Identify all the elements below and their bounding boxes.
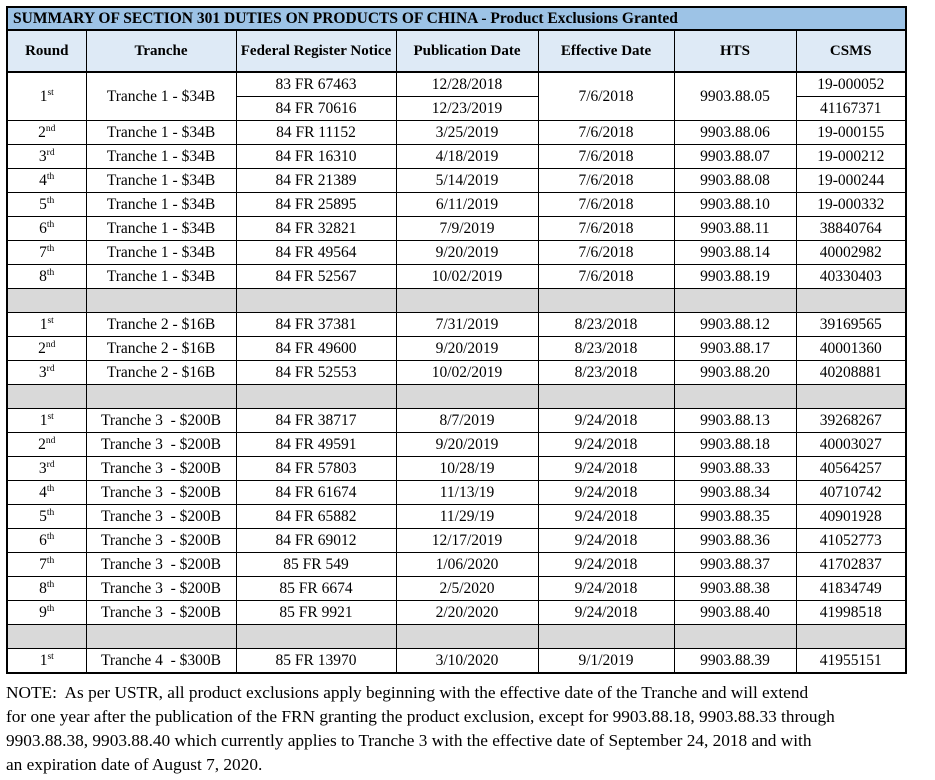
- cell-round: [7, 72, 86, 121]
- cell-effective-date: 9/24/2018: [538, 601, 674, 625]
- cell-tranche: Tranche 3 - $200B: [86, 577, 236, 601]
- cell-round: [7, 409, 86, 433]
- table-row: [7, 553, 906, 577]
- round-ordinal-suffix: st: [47, 651, 54, 662]
- cell-hts: 9903.88.34: [674, 481, 796, 505]
- cell-publication-date: 8/7/2019: [396, 409, 538, 433]
- cell-effective-date: 7/6/2018: [538, 169, 674, 193]
- spacer-row: [7, 625, 906, 649]
- cell-federal-register-notice: 84 FR 16310: [236, 145, 396, 169]
- round-ordinal-suffix: nd: [45, 123, 56, 134]
- note-line: an expiration date of August 7, 2020.: [6, 755, 263, 774]
- cell-effective-date: 9/24/2018: [538, 577, 674, 601]
- cell-csms: 41052773: [796, 529, 906, 553]
- table-row: [7, 265, 906, 289]
- round-number: 2: [38, 436, 46, 453]
- cell-federal-register-notice: 84 FR 61674: [236, 481, 396, 505]
- cell-federal-register-notice: 84 FR 52553: [236, 361, 396, 385]
- cell-publication-date: 3/10/2020: [396, 649, 538, 674]
- table-row: [7, 481, 906, 505]
- round-ordinal-suffix: rd: [46, 459, 55, 470]
- round-number: 2: [38, 340, 46, 357]
- cell-csms: 40710742: [796, 481, 906, 505]
- cell-round: [7, 265, 86, 289]
- cell-effective-date: 9/1/2019: [538, 649, 674, 674]
- spacer-row: [7, 385, 906, 409]
- cell-tranche: Tranche 3 - $200B: [86, 409, 236, 433]
- cell-hts: 9903.88.07: [674, 145, 796, 169]
- cell-tranche: Tranche 2 - $16B: [86, 337, 236, 361]
- cell-federal-register-notice: 84 FR 32821: [236, 217, 396, 241]
- round-ordinal-suffix: th: [46, 603, 55, 614]
- cell-csms: 40208881: [796, 361, 906, 385]
- cell-csms: 41955151: [796, 649, 906, 674]
- table-row: [7, 361, 906, 385]
- column-header-pub: Publication Date: [396, 30, 538, 72]
- cell-federal-register-notice: 84 FR 49600: [236, 337, 396, 361]
- cell-publication-date: 6/11/2019: [396, 193, 538, 217]
- round-number: 6: [39, 532, 47, 549]
- cell-hts: 9903.88.12: [674, 313, 796, 337]
- spacer-cell-frn: [236, 625, 396, 649]
- cell-publication-date: 4/18/2019: [396, 145, 538, 169]
- cell-round: [7, 649, 86, 674]
- cell-effective-date: 7/6/2018: [538, 241, 674, 265]
- column-header-csms: CSMS: [796, 30, 906, 72]
- cell-tranche: Tranche 1 - $34B: [86, 169, 236, 193]
- cell-federal-register-notice: 84 FR 21389: [236, 169, 396, 193]
- cell-publication-date: 2/5/2020: [396, 577, 538, 601]
- spacer-cell-eff: [538, 625, 674, 649]
- cell-hts: 9903.88.10: [674, 193, 796, 217]
- spacer-cell-pub: [396, 625, 538, 649]
- cell-tranche: Tranche 1 - $34B: [86, 241, 236, 265]
- round-ordinal-suffix: th: [46, 171, 55, 182]
- cell-federal-register-notice: 85 FR 13970: [236, 649, 396, 674]
- cell-csms: 40564257: [796, 457, 906, 481]
- cell-hts: 9903.88.05: [674, 72, 796, 121]
- spacer-cell-frn: [236, 385, 396, 409]
- cell-round: [7, 169, 86, 193]
- table-row: [7, 313, 906, 337]
- round-ordinal-suffix: th: [46, 219, 55, 230]
- cell-tranche: Tranche 3 - $200B: [86, 481, 236, 505]
- table-row: [7, 241, 906, 265]
- cell-effective-date: 8/23/2018: [538, 337, 674, 361]
- spacer-cell-csms: [796, 289, 906, 313]
- cell-csms: 40002982: [796, 241, 906, 265]
- table-row: [7, 145, 906, 169]
- cell-tranche: Tranche 1 - $34B: [86, 193, 236, 217]
- cell-csms: 41167371: [796, 97, 906, 121]
- round-number: 6: [39, 220, 47, 237]
- cell-effective-date: 7/6/2018: [538, 193, 674, 217]
- cell-effective-date: 7/6/2018: [538, 121, 674, 145]
- round-number: 7: [39, 244, 47, 261]
- cell-publication-date: 10/02/2019: [396, 265, 538, 289]
- table-row: [7, 649, 906, 674]
- cell-tranche: Tranche 1 - $34B: [86, 265, 236, 289]
- cell-csms: 38840764: [796, 217, 906, 241]
- round-ordinal-suffix: st: [47, 315, 54, 326]
- table-row: [7, 601, 906, 625]
- cell-publication-date: 7/9/2019: [396, 217, 538, 241]
- spacer-cell-frn: [236, 289, 396, 313]
- cell-publication-date: 12/28/2018: [396, 72, 538, 97]
- cell-tranche: Tranche 3 - $200B: [86, 505, 236, 529]
- round-number: 8: [39, 268, 47, 285]
- cell-round: [7, 313, 86, 337]
- cell-effective-date: 7/6/2018: [538, 72, 674, 121]
- cell-hts: 9903.88.36: [674, 529, 796, 553]
- cell-csms: 19-000212: [796, 145, 906, 169]
- cell-csms: 41834749: [796, 577, 906, 601]
- cell-round: [7, 433, 86, 457]
- cell-federal-register-notice: 85 FR 9921: [236, 601, 396, 625]
- cell-round: [7, 601, 86, 625]
- cell-federal-register-notice: 85 FR 549: [236, 553, 396, 577]
- cell-hts: 9903.88.18: [674, 433, 796, 457]
- spacer-cell-eff: [538, 385, 674, 409]
- cell-csms: 40901928: [796, 505, 906, 529]
- section-301-summary-table: [6, 6, 907, 674]
- cell-effective-date: 7/6/2018: [538, 145, 674, 169]
- spacer-cell-hts: [674, 289, 796, 313]
- cell-tranche: Tranche 3 - $200B: [86, 457, 236, 481]
- round-ordinal-suffix: th: [46, 507, 55, 518]
- cell-effective-date: 9/24/2018: [538, 457, 674, 481]
- round-number: 1: [39, 88, 48, 105]
- spacer-cell-round: [7, 289, 86, 313]
- spacer-cell-hts: [674, 625, 796, 649]
- note-line: 9903.88.38, 9903.88.40 which currently applies to Tranche 3 with the effective date of September 24, 2018 and with: [6, 731, 812, 750]
- round-ordinal-suffix: th: [46, 531, 55, 542]
- cell-tranche: Tranche 4 - $300B: [86, 649, 236, 674]
- spacer-cell-round: [7, 385, 86, 409]
- table-row: [7, 337, 906, 361]
- round-ordinal-suffix: th: [46, 267, 55, 278]
- table-row: [7, 457, 906, 481]
- cell-effective-date: 9/24/2018: [538, 529, 674, 553]
- round-number: 8: [39, 580, 47, 597]
- cell-effective-date: 9/24/2018: [538, 433, 674, 457]
- cell-csms: 40001360: [796, 337, 906, 361]
- cell-federal-register-notice: 84 FR 11152: [236, 121, 396, 145]
- cell-tranche: Tranche 3 - $200B: [86, 433, 236, 457]
- round-number: 1: [39, 652, 48, 669]
- spacer-cell-tranche: [86, 625, 236, 649]
- note-line: for one year after the publication of the FRN granting the product exclusion, except for 9903.88.18, 9903.88.33 through: [6, 707, 835, 726]
- cell-publication-date: 12/17/2019: [396, 529, 538, 553]
- cell-tranche: Tranche 1 - $34B: [86, 121, 236, 145]
- round-number: 4: [39, 484, 47, 501]
- cell-hts: 9903.88.37: [674, 553, 796, 577]
- cell-effective-date: 8/23/2018: [538, 361, 674, 385]
- cell-federal-register-notice: 84 FR 37381: [236, 313, 396, 337]
- round-ordinal-suffix: st: [47, 87, 54, 98]
- cell-effective-date: 8/23/2018: [538, 313, 674, 337]
- cell-federal-register-notice: 84 FR 69012: [236, 529, 396, 553]
- cell-hts: 9903.88.08: [674, 169, 796, 193]
- cell-hts: 9903.88.33: [674, 457, 796, 481]
- cell-tranche: Tranche 1 - $34B: [86, 72, 236, 121]
- cell-tranche: Tranche 3 - $200B: [86, 601, 236, 625]
- note-line: NOTE: As per USTR, all product exclusions apply beginning with the effective date of the Tranche and will extend: [6, 683, 809, 702]
- round-ordinal-suffix: th: [46, 195, 55, 206]
- cell-hts: 9903.88.38: [674, 577, 796, 601]
- spacer-cell-csms: [796, 385, 906, 409]
- cell-tranche: Tranche 3 - $200B: [86, 529, 236, 553]
- cell-csms: 19-000244: [796, 169, 906, 193]
- cell-round: [7, 241, 86, 265]
- cell-publication-date: 1/06/2020: [396, 553, 538, 577]
- spacer-cell-pub: [396, 385, 538, 409]
- table-title: SUMMARY OF SECTION 301 DUTIES ON PRODUCTS OF CHINA - Product Exclusions Granted: [7, 7, 906, 30]
- cell-round: [7, 217, 86, 241]
- cell-federal-register-notice: 83 FR 67463: [236, 72, 396, 97]
- cell-round: [7, 337, 86, 361]
- cell-hts: 9903.88.35: [674, 505, 796, 529]
- column-header-frn: Federal Register Notice: [236, 30, 396, 72]
- cell-tranche: Tranche 1 - $34B: [86, 145, 236, 169]
- spacer-cell-tranche: [86, 385, 236, 409]
- round-number: 2: [38, 124, 46, 141]
- round-number: 1: [39, 412, 48, 429]
- cell-federal-register-notice: 85 FR 6674: [236, 577, 396, 601]
- round-number: 9: [39, 604, 47, 621]
- cell-federal-register-notice: 84 FR 49564: [236, 241, 396, 265]
- spacer-cell-eff: [538, 289, 674, 313]
- round-ordinal-suffix: th: [46, 555, 55, 566]
- cell-csms: 39268267: [796, 409, 906, 433]
- table-title-row: [7, 7, 906, 30]
- cell-effective-date: 9/24/2018: [538, 505, 674, 529]
- cell-effective-date: 9/24/2018: [538, 409, 674, 433]
- round-number: 5: [39, 508, 47, 525]
- cell-round: [7, 457, 86, 481]
- round-number: 7: [39, 556, 47, 573]
- column-header-hts: HTS: [674, 30, 796, 72]
- cell-publication-date: 12/23/2019: [396, 97, 538, 121]
- column-header-tranche: Tranche: [86, 30, 236, 72]
- cell-round: [7, 145, 86, 169]
- cell-effective-date: 7/6/2018: [538, 217, 674, 241]
- cell-publication-date: 9/20/2019: [396, 433, 538, 457]
- spacer-cell-round: [7, 625, 86, 649]
- round-ordinal-suffix: rd: [46, 363, 55, 374]
- cell-publication-date: 7/31/2019: [396, 313, 538, 337]
- cell-publication-date: 10/28/19: [396, 457, 538, 481]
- table-row: [7, 505, 906, 529]
- cell-round: [7, 361, 86, 385]
- spacer-cell-tranche: [86, 289, 236, 313]
- table-row: [7, 72, 906, 97]
- column-header-round: Round: [7, 30, 86, 72]
- column-header-row: [7, 30, 906, 72]
- cell-federal-register-notice: 84 FR 65882: [236, 505, 396, 529]
- table-row: [7, 193, 906, 217]
- cell-round: [7, 577, 86, 601]
- round-ordinal-suffix: th: [46, 483, 55, 494]
- cell-publication-date: 9/20/2019: [396, 337, 538, 361]
- round-number: 3: [38, 364, 47, 381]
- cell-publication-date: 11/13/19: [396, 481, 538, 505]
- table-row: [7, 169, 906, 193]
- cell-round: [7, 529, 86, 553]
- cell-publication-date: 3/25/2019: [396, 121, 538, 145]
- cell-hts: 9903.88.39: [674, 649, 796, 674]
- cell-hts: 9903.88.14: [674, 241, 796, 265]
- spacer-cell-hts: [674, 385, 796, 409]
- cell-round: [7, 121, 86, 145]
- round-number: 4: [39, 172, 47, 189]
- cell-effective-date: 9/24/2018: [538, 553, 674, 577]
- table-row: [7, 409, 906, 433]
- note-text: [6, 681, 935, 777]
- cell-hts: 9903.88.40: [674, 601, 796, 625]
- spacer-cell-csms: [796, 625, 906, 649]
- cell-csms: 19-000332: [796, 193, 906, 217]
- cell-tranche: Tranche 3 - $200B: [86, 553, 236, 577]
- cell-effective-date: 7/6/2018: [538, 265, 674, 289]
- cell-csms: 41998518: [796, 601, 906, 625]
- cell-round: [7, 193, 86, 217]
- cell-csms: 39169565: [796, 313, 906, 337]
- cell-publication-date: 10/02/2019: [396, 361, 538, 385]
- cell-publication-date: 2/20/2020: [396, 601, 538, 625]
- cell-round: [7, 553, 86, 577]
- table-row: [7, 529, 906, 553]
- cell-csms: 19-000052: [796, 72, 906, 97]
- cell-round: [7, 481, 86, 505]
- cell-csms: 41702837: [796, 553, 906, 577]
- round-ordinal-suffix: th: [46, 579, 55, 590]
- cell-federal-register-notice: 84 FR 52567: [236, 265, 396, 289]
- spacer-cell-pub: [396, 289, 538, 313]
- table-row: [7, 577, 906, 601]
- round-ordinal-suffix: nd: [45, 435, 56, 446]
- round-number: 3: [38, 148, 47, 165]
- cell-tranche: Tranche 2 - $16B: [86, 361, 236, 385]
- cell-hts: 9903.88.06: [674, 121, 796, 145]
- cell-federal-register-notice: 84 FR 49591: [236, 433, 396, 457]
- cell-hts: 9903.88.20: [674, 361, 796, 385]
- cell-federal-register-notice: 84 FR 25895: [236, 193, 396, 217]
- table-row: [7, 121, 906, 145]
- cell-tranche: Tranche 1 - $34B: [86, 217, 236, 241]
- round-ordinal-suffix: th: [46, 243, 55, 254]
- table-row: [7, 433, 906, 457]
- cell-federal-register-notice: 84 FR 70616: [236, 97, 396, 121]
- cell-federal-register-notice: 84 FR 38717: [236, 409, 396, 433]
- cell-csms: 40003027: [796, 433, 906, 457]
- round-number: 3: [38, 460, 47, 477]
- cell-csms: 40330403: [796, 265, 906, 289]
- cell-effective-date: 9/24/2018: [538, 481, 674, 505]
- cell-round: [7, 505, 86, 529]
- round-ordinal-suffix: st: [47, 411, 54, 422]
- cell-publication-date: 9/20/2019: [396, 241, 538, 265]
- table-row: [7, 217, 906, 241]
- round-number: 1: [39, 316, 48, 333]
- cell-hts: 9903.88.13: [674, 409, 796, 433]
- spacer-row: [7, 289, 906, 313]
- round-ordinal-suffix: rd: [46, 147, 55, 158]
- round-number: 5: [39, 196, 47, 213]
- cell-publication-date: 11/29/19: [396, 505, 538, 529]
- cell-publication-date: 5/14/2019: [396, 169, 538, 193]
- column-header-eff: Effective Date: [538, 30, 674, 72]
- cell-csms: 19-000155: [796, 121, 906, 145]
- round-ordinal-suffix: nd: [45, 339, 56, 350]
- cell-tranche: Tranche 2 - $16B: [86, 313, 236, 337]
- cell-hts: 9903.88.11: [674, 217, 796, 241]
- cell-hts: 9903.88.19: [674, 265, 796, 289]
- cell-federal-register-notice: 84 FR 57803: [236, 457, 396, 481]
- cell-hts: 9903.88.17: [674, 337, 796, 361]
